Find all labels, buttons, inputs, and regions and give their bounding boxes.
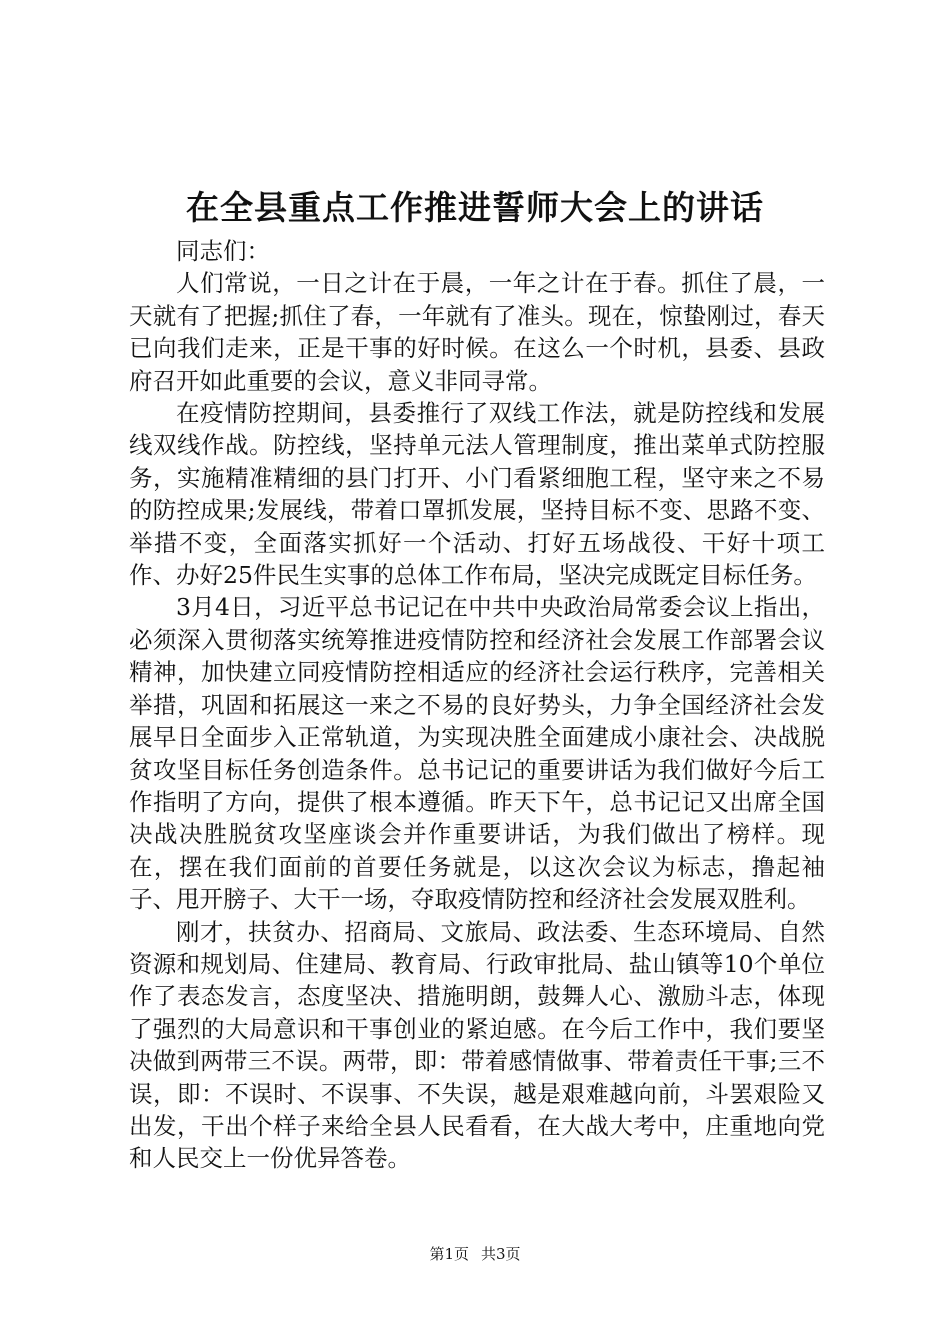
page-footer (0, 1244, 950, 1264)
paragraph-4: 刚才，扶贫办、招商局、文旅局、政法委、生态环境局、自然资源和规划局、住建局、教育局、行政审批局、盐山镇等10个单位作了表态发言，态度坚决、措施明朗，鼓舞人心、激励斗志，体现了强烈的大局意识和干事创业的紧迫感。在今后工作中，我们要坚决做到两带三不误。两带，即：带着感情做事、带着责任干事;三不误，即：不误时、不误事、不失误，越是艰难越向前，斗罢艰险又出发，干出个样子来给全县人民看看，在大战大考中，庄重地向党和人民交上一份优异答卷。 (129, 917, 825, 1173)
page-number: 第1页 (429, 1245, 469, 1263)
paragraph-3: 3月4日，习近平总书记记在中共中央政治局常委会议上指出，必须深入贯彻落实统筹推进疫情防控和经济社会发展工作部署会议精神，加快建立同疫情防控相适应的经济社会运行秩序，完善相关举措，巩固和拓展这一来之不易的良好势头，力争全国经济社会发展早日全面步入正常轨道，为实现决胜全面建成小康社会、决战脱贫攻坚目标任务创造条件。总书记记的重要讲话为我们做好今后工作指明了方向，提供了根本遵循。昨天下午，总书记记又出席全国决战决胜脱贫攻坚座谈会并作重要讲话，为我们做出了榜样。现在，摆在我们面前的首要任务就是，以这次会议为标志，撸起袖子、甩开膀子、大干一场，夺取疫情防控和经济社会发展双胜利。 (129, 593, 825, 914)
page-count: 共3页 (481, 1245, 521, 1263)
document-body (129, 235, 825, 1175)
salutation: 同志们： (176, 237, 270, 265)
paragraph-2: 在疫情防控期间，县委推行了双线工作法，就是防控线和发展线双线作战。防控线，坚持单元法人管理制度，推出菜单式防控服务，实施精准精细的县门打开、小门看紧细胞工程，坚守来之不易的防控成果;发展线，带着口罩抓发展，坚持目标不变、思路不变、举措不变，全面落实抓好一个活动、打好五场战役、干好十项工作、办好25件民生实事的总体工作布局，坚决完成既定目标任务。 (129, 399, 825, 590)
paragraph-1: 人们常说，一日之计在于晨，一年之计在于春。抓住了晨，一天就有了把握;抓住了春，一年就有了准头。现在，惊蛰刚过，春天已向我们走来，正是干事的好时候。在这么一个时机，县委、县政府召开如此重要的会议，意义非同寻常。 (129, 269, 825, 395)
document-title: 在全县重点工作推进誓师大会上的讲话 (186, 188, 764, 227)
